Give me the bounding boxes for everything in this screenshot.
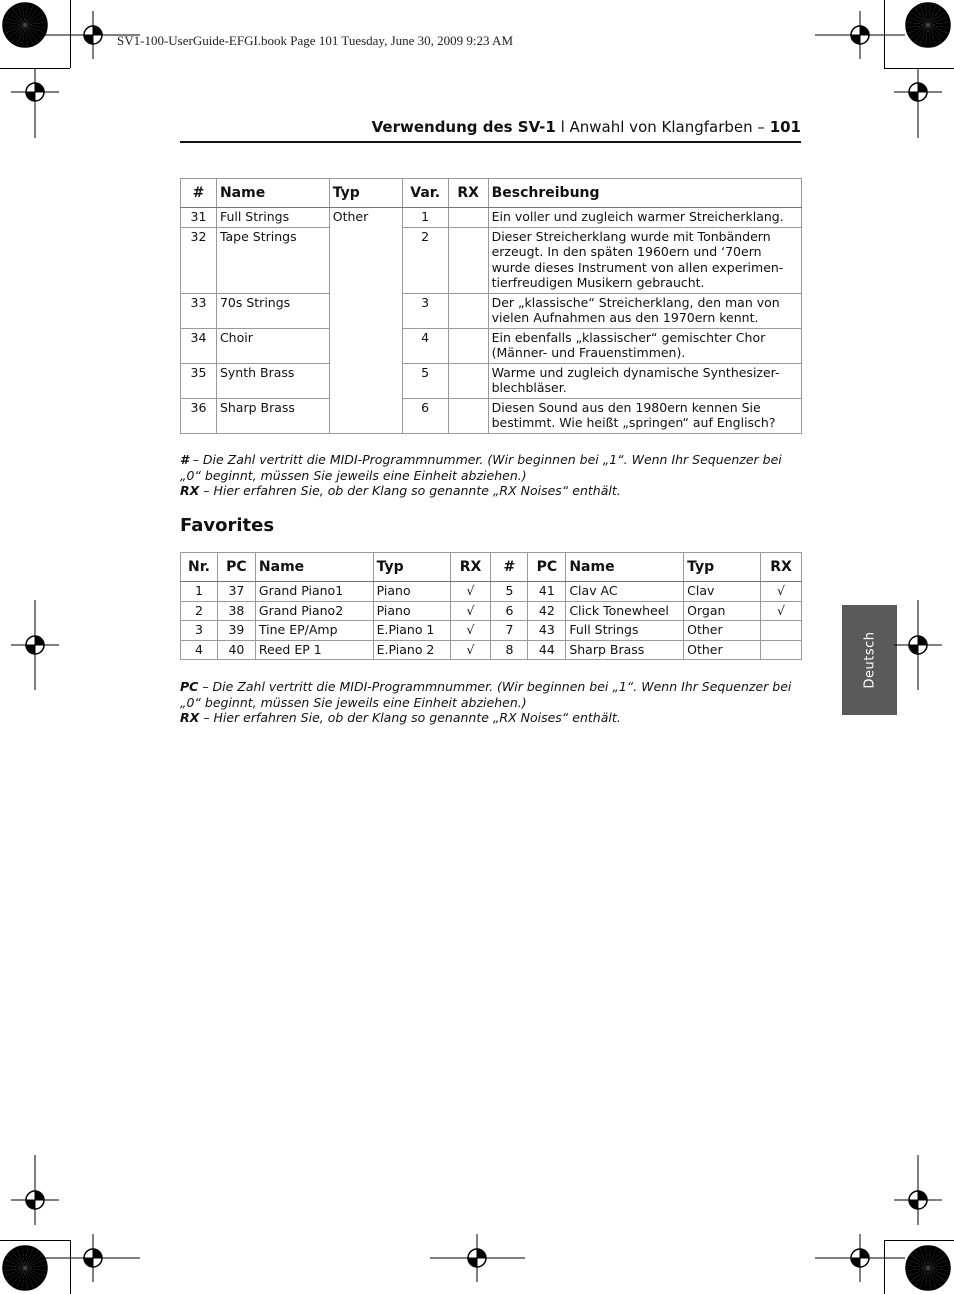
cell-num: 35 <box>181 363 217 398</box>
cell-type: Other <box>684 621 761 641</box>
col-header-nr: Nr. <box>181 553 218 582</box>
cell-rx: √ <box>760 601 801 621</box>
footnote-text-num: – Die Zahl vertritt die MIDI-Programmnummer. (Wir beginnen bei „1“. Wenn Ihr Sequenzer bei „0“ beginnt, müssen Sie jeweils eine Einheit abziehen.) <box>180 452 782 483</box>
header-subsection: Anwahl von Klangfarben <box>569 118 753 136</box>
cell-pc: 37 <box>217 582 255 602</box>
col-header-rx: RX <box>450 553 491 582</box>
cell-nr: 4 <box>181 640 218 660</box>
col-header-type: Typ <box>684 553 761 582</box>
cell-name: Sharp Brass <box>566 640 684 660</box>
cell-name: Click Tonewheel <box>566 601 684 621</box>
header-dash: – <box>752 118 770 136</box>
starburst-mark <box>3 1246 47 1290</box>
cell-name: Tine EP/Amp <box>255 621 373 641</box>
cell-type: Other <box>329 208 402 434</box>
cell-pc: 43 <box>528 621 566 641</box>
footnote-key-rx: RX <box>180 483 200 498</box>
cell-rx: √ <box>450 640 491 660</box>
cell-name: Synth Brass <box>216 363 329 398</box>
cell-num: 8 <box>491 640 528 660</box>
cell-description: Dieser Streicherklang wurde mit Tonbändern erzeugt. In den späten 1960ern und ‘70ern wurde dieses Instrument von allen experimen-tierfreudigen Musikern gebraucht. <box>488 227 801 293</box>
footnote-key-pc: PC <box>180 679 199 694</box>
cell-name: Full Strings <box>216 208 329 228</box>
cell-rx: √ <box>450 621 491 641</box>
cell-type: E.Piano 1 <box>373 621 450 641</box>
starburst-mark <box>3 3 47 47</box>
cell-name: Sharp Brass <box>216 398 329 433</box>
cell-name: Reed EP 1 <box>255 640 373 660</box>
col-header-name: Name <box>255 553 373 582</box>
cell-pc: 42 <box>528 601 566 621</box>
cell-pc: 40 <box>217 640 255 660</box>
cell-pc: 39 <box>217 621 255 641</box>
cell-num: 7 <box>491 621 528 641</box>
col-header-rx: RX <box>448 179 488 208</box>
cell-var: 5 <box>402 363 448 398</box>
cell-description: Warme und zugleich dynamische Synthesizer-blechbläser. <box>488 363 801 398</box>
cell-num: 32 <box>181 227 217 293</box>
cell-var: 2 <box>402 227 448 293</box>
cell-rx: √ <box>760 582 801 602</box>
cell-type: Other <box>684 640 761 660</box>
cell-description: Ein ebenfalls „klassischer“ gemischter Chor (Männer- und Frauenstimmen). <box>488 328 801 363</box>
col-header-rx: RX <box>760 553 801 582</box>
cell-var: 1 <box>402 208 448 228</box>
cell-description: Der „klassische“ Streicherklang, den man von vielen Aufnahmen aus den 1970ern kennt. <box>488 293 801 328</box>
cell-name: Grand Piano1 <box>255 582 373 602</box>
cell-name: Clav AC <box>566 582 684 602</box>
cell-description: Ein voller und zugleich warmer Streicherklang. <box>488 208 801 228</box>
col-header-pc: PC <box>217 553 255 582</box>
col-header-type: Typ <box>373 553 450 582</box>
cell-num: 6 <box>491 601 528 621</box>
footnote-key-rx: RX <box>180 710 200 725</box>
page-number: 101 <box>769 118 801 136</box>
col-header-num: # <box>491 553 528 582</box>
header-separator: l <box>555 118 570 136</box>
cell-rx: √ <box>450 582 491 602</box>
cell-type: Piano <box>373 601 450 621</box>
cell-nr: 2 <box>181 601 218 621</box>
cell-type: E.Piano 2 <box>373 640 450 660</box>
cell-num: 31 <box>181 208 217 228</box>
cell-nr: 1 <box>181 582 218 602</box>
footnote-text-rx: – Hier erfahren Sie, ob der Klang so genannte „RX Noises“ enthält. <box>199 483 621 498</box>
cell-pc: 38 <box>217 601 255 621</box>
cell-num: 36 <box>181 398 217 433</box>
col-header-type: Typ <box>329 179 402 208</box>
language-tab-label: Deutsch <box>862 631 877 689</box>
cell-var: 4 <box>402 328 448 363</box>
cell-num: 33 <box>181 293 217 328</box>
footnote-text-pc: – Die Zahl vertritt die MIDI-Programmnummer. (Wir beginnen bei „1“. Wenn Ihr Sequenzer bei „0“ beginnt, müssen Sie jeweils eine Einheit abziehen.) <box>180 679 792 710</box>
cell-num: 34 <box>181 328 217 363</box>
col-header-name: Name <box>216 179 329 208</box>
cell-type: Piano <box>373 582 450 602</box>
header-section: Verwendung des SV-1 <box>371 118 556 136</box>
starburst-mark <box>906 1246 950 1290</box>
cell-name: 70s Strings <box>216 293 329 328</box>
cell-rx: √ <box>450 601 491 621</box>
cell-name: Grand Piano2 <box>255 601 373 621</box>
footnote-text-rx: – Hier erfahren Sie, ob der Klang so genannte „RX Noises“ enthält. <box>199 710 621 725</box>
col-header-description: Beschreibung <box>488 179 801 208</box>
cell-var: 3 <box>402 293 448 328</box>
cell-var: 6 <box>402 398 448 433</box>
cell-name: Choir <box>216 328 329 363</box>
cell-pc: 41 <box>528 582 566 602</box>
cell-nr: 3 <box>181 621 218 641</box>
print-info-line: SV1-100-UserGuide-EFGI.book Page 101 Tuesday, June 30, 2009 9:23 AM <box>117 33 514 48</box>
favorites-heading: Favorites <box>180 515 275 536</box>
cell-type: Organ <box>684 601 761 621</box>
cell-type: Clav <box>684 582 761 602</box>
cell-name: Tape Strings <box>216 227 329 293</box>
col-header-num: # <box>181 179 217 208</box>
cell-num: 5 <box>491 582 528 602</box>
cell-pc: 44 <box>528 640 566 660</box>
col-header-var: Var. <box>402 179 448 208</box>
col-header-pc: PC <box>528 553 566 582</box>
cell-description: Diesen Sound aus den 1980ern kennen Sie bestimmt. Wie heißt „springen“ auf Englisch? <box>488 398 801 433</box>
starburst-mark <box>906 3 950 47</box>
col-header-name: Name <box>566 553 684 582</box>
footnote-key-num: # <box>180 452 189 467</box>
cell-name: Full Strings <box>566 621 684 641</box>
